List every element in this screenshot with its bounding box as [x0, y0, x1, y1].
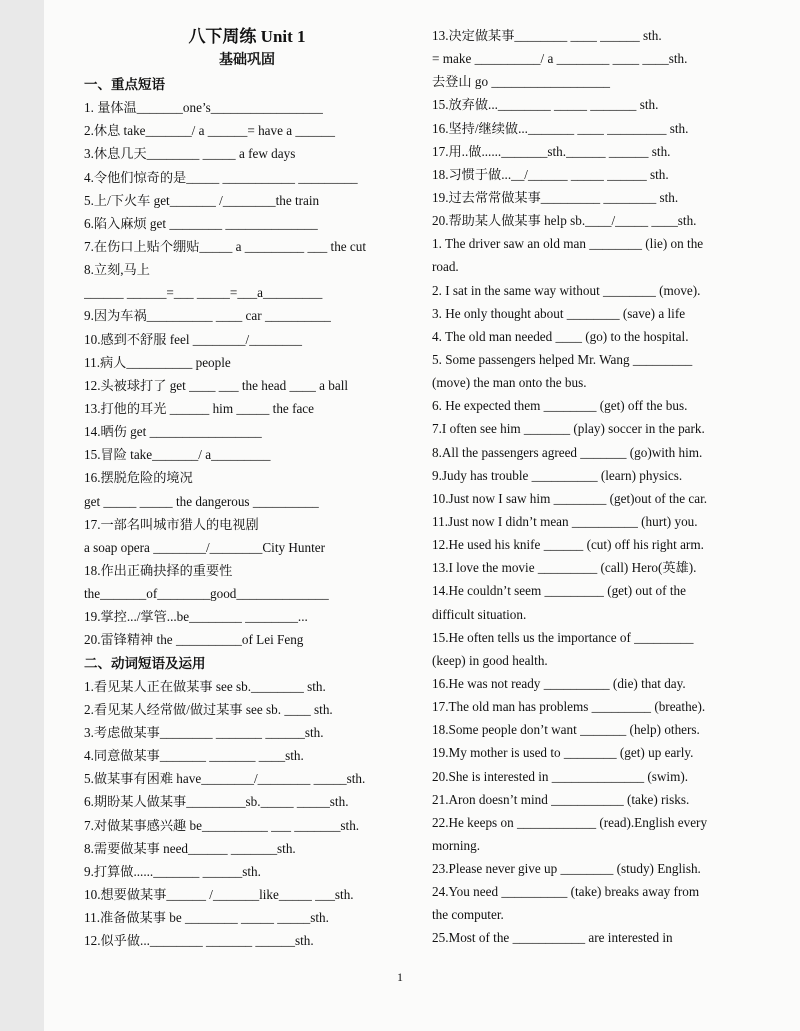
exercise-line: 18.Some people don’t want _______ (help) others.: [432, 722, 700, 738]
exercise-line: 15.放弃做...________ _____ _______ sth.: [432, 97, 659, 113]
exercise-line: 19.掌控.../掌管...be________ ________...: [84, 609, 308, 625]
exercise-line: 20.She is interested in ______________ (swim).: [432, 768, 689, 784]
exercise-line: 5.上/下火车 get_______ /________the train: [84, 192, 320, 208]
page-number: 1: [397, 970, 403, 984]
exercise-line: 13.I love the movie _________ (call) Hero(英雄).: [432, 560, 697, 576]
exercise-line: 13.打他的耳光 ______ him _____ the face: [84, 400, 315, 416]
exercise-line: 1.看见某人正在做某事 see sb.________ sth.: [84, 678, 326, 694]
exercise-line: 14.He couldn’t seem _________ (get) out of the: [432, 583, 686, 599]
exercise-line: 24.You need __________ (take) breaks away from: [432, 884, 700, 900]
exercise-line: 15.冒险 take_______/ a_________: [84, 447, 271, 463]
left-column: [84, 24, 410, 952]
exercise-line: 9.因为车祸__________ ____ car __________: [84, 308, 331, 324]
exercise-line: 3.考虑做某事________ _______ ______sth.: [84, 724, 324, 740]
exercise-line: the computer.: [432, 907, 504, 923]
exercise-line: the_______of________good______________: [84, 586, 329, 602]
exercise-line: 6.期盼某人做某事_________sb._____ _____sth.: [84, 794, 349, 810]
exercise-line: 9.打算做......_______ ______sth.: [84, 863, 261, 879]
exercise-line: 8.All the passengers agreed _______ (go)with him.: [432, 444, 703, 460]
section-heading: 二、动词短语及运用: [84, 655, 206, 671]
exercise-line: 11.Just now I didn’t mean __________ (hurt) you.: [432, 513, 698, 529]
exercise-line: 7.I often see him _______ (play) soccer in the park.: [432, 421, 705, 437]
exercise-line: 25.Most of the ___________ are interested in: [432, 930, 673, 946]
exercise-line: 17.一部名叫城市猎人的电视剧: [84, 516, 259, 532]
exercise-line: 17.The old man has problems _________ (breathe).: [432, 699, 706, 715]
exercise-line: get _____ _____ the dangerous __________: [84, 493, 319, 509]
exercise-line: 12.He used his knife ______ (cut) off his right arm.: [432, 537, 704, 553]
exercise-line: 5. Some passengers helped Mr. Wang _________: [432, 351, 693, 367]
exercise-line: = make __________/ a ________ ____ ____sth.: [432, 51, 688, 67]
section-heading: 一、重点短语: [84, 77, 165, 92]
exercise-line: difficult situation.: [432, 606, 527, 622]
exercise-line: 8.立刻,马上: [84, 262, 150, 278]
exercise-line: (keep) in good health.: [432, 652, 548, 668]
exercise-line: 1. 量体温_______one’s_________________: [84, 100, 323, 116]
exercise-line: 10.Just now I saw him ________ (get)out of the car.: [432, 490, 708, 506]
page-title: 八下周练 Unit 1: [188, 27, 306, 46]
exercise-line: 12.头被球打了 get ____ ___ the head ____ a ball: [84, 377, 349, 393]
exercise-line: 16.He was not ready __________ (die) that day.: [432, 675, 686, 691]
exercise-line: 9.Judy has trouble __________ (learn) physics.: [432, 467, 683, 483]
exercise-line: 20.雷锋精神 the __________of Lei Feng: [84, 632, 304, 648]
exercise-line: 1. The driver saw an old man ________ (lie) on the: [432, 236, 704, 252]
exercise-line: 19.My mother is used to ________ (get) up early.: [432, 745, 694, 761]
exercise-line: 21.Aron doesn’t mind ___________ (take) risks.: [432, 791, 690, 807]
exercise-line: 22.He keeps on ____________ (read).English every: [432, 814, 708, 830]
exercise-line: 16.坚持/继续做..._______ ____ _________ sth.: [432, 120, 689, 136]
exercise-line: 19.过去常常做某事_________ ________ sth.: [432, 189, 679, 205]
exercise-line: 2.看见某人经常做/做过某事 see sb. ____ sth.: [84, 701, 333, 717]
exercise-line: 2.休息 take_______/ a ______= have a ______: [84, 123, 335, 139]
exercise-line: 10.感到不舒服 feel ________/________: [84, 331, 302, 347]
exercise-line: 2. I sat in the same way without ________ (move).: [432, 282, 701, 298]
exercise-line: 7.对做某事感兴趣 be__________ ___ _______sth.: [84, 817, 360, 833]
page-subtitle: 基础巩固: [219, 53, 275, 68]
exercise-line: 6.陷入麻烦 get ________ ______________: [84, 215, 318, 231]
exercise-line: 4. The old man needed ____ (go) to the hospital.: [432, 328, 689, 344]
exercise-line: morning.: [432, 837, 480, 853]
exercise-line: 23.Please never give up ________ (study) English.: [432, 861, 701, 877]
exercise-line: 3.休息几天________ _____ a few days: [84, 146, 296, 162]
exercise-line: 11.准备做某事 be ________ _____ _____sth.: [84, 910, 329, 926]
exercise-line: 10.想要做某事______ /_______like_____ ___sth.: [84, 886, 354, 902]
exercise-line: 4.同意做某事_______ _______ ____sth.: [84, 748, 304, 764]
exercise-line: 3. He only thought about ________ (save) a life: [432, 305, 686, 321]
exercise-line: 5.做某事有困难 have________/________ _____sth.: [84, 771, 366, 787]
exercise-line: 17.用..做......_______sth.______ ______ sth.: [432, 143, 671, 159]
exercise-line: 14.晒伤 get _________________: [84, 424, 262, 440]
right-column: [432, 24, 752, 950]
exercise-line: 20.帮助某人做某事 help sb.____/_____ ____sth.: [432, 213, 697, 229]
exercise-line: 18.习惯于做...__/______ _____ ______ sth.: [432, 166, 669, 182]
exercise-line: (move) the man onto the bus.: [432, 375, 587, 391]
exercise-line: 16.摆脱危险的境况: [84, 470, 193, 486]
exercise-line: a soap opera ________/________City Hunter: [84, 539, 326, 555]
exercise-line: 8.需要做某事 need______ _______sth.: [84, 840, 296, 856]
exercise-line: 去登山 go __________________: [432, 74, 611, 90]
exercise-line: 18.作出正确抉择的重要性: [84, 562, 233, 578]
exercise-line: 15.He often tells us the importance of _________: [432, 629, 694, 645]
exercise-line: 6. He expected them ________ (get) off the bus.: [432, 398, 688, 414]
exercise-line: ______ ______=___ _____=___a_________: [84, 285, 323, 301]
exercise-line: 13.决定做某事________ ____ ______ sth.: [432, 28, 662, 43]
exercise-line: 11.病人__________ people: [84, 354, 231, 370]
exercise-line: 7.在伤口上贴个绷贴_____ a _________ ___ the cut: [84, 238, 367, 254]
exercise-line: 12.似乎做...________ _______ ______sth.: [84, 933, 314, 949]
exercise-line: 4.令他们惊奇的是_____ ___________ _________: [84, 169, 358, 185]
exercise-line: road.: [432, 259, 459, 275]
